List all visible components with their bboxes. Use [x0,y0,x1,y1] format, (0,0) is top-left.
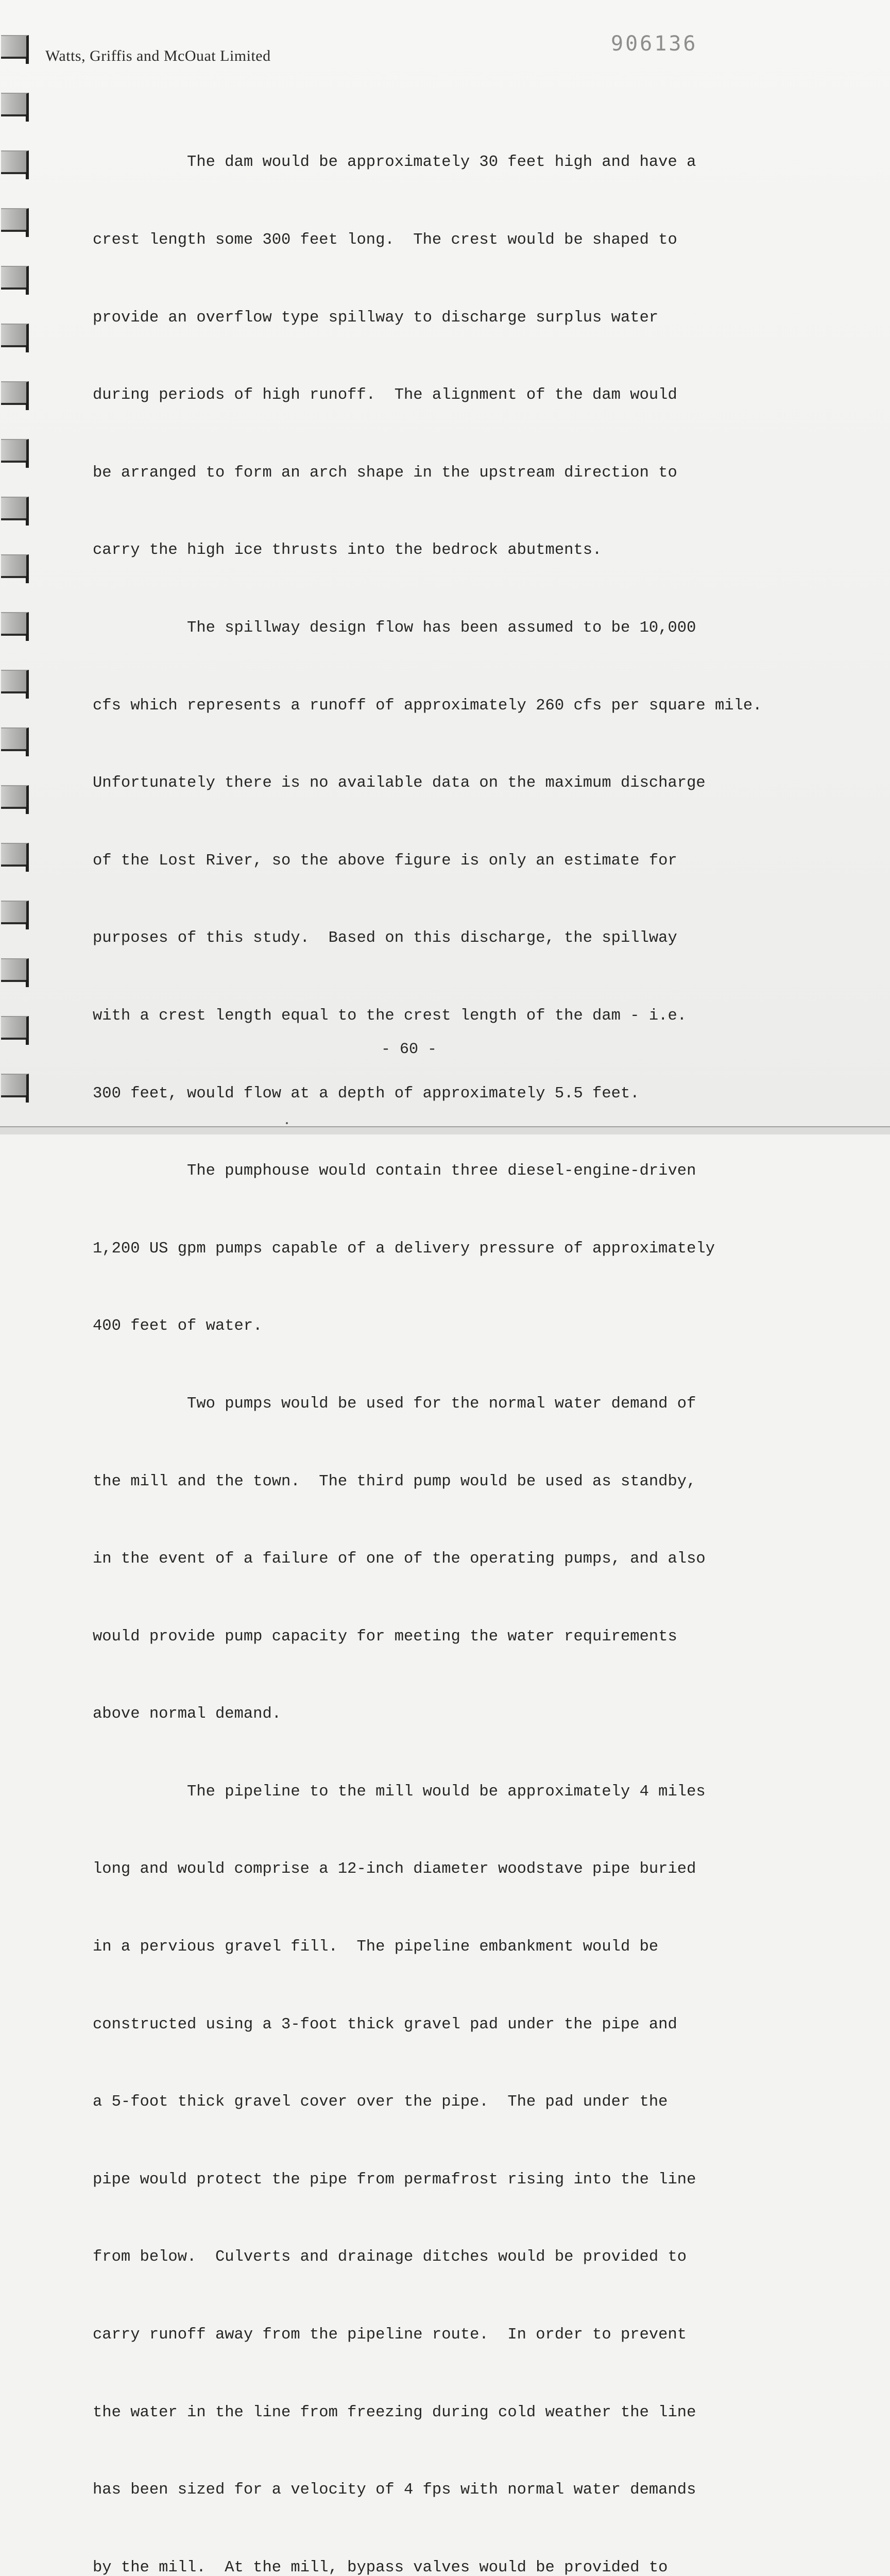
binding-ring [1,901,29,924]
binding-ring [1,324,29,347]
text-line: The pumphouse would contain three diesel-engine-driven [93,1162,696,1180]
text-line: purposes of this study. Based on this discharge, the spillway [93,929,677,947]
text-line: be arranged to form an arch shape in the upstream direction to [93,464,677,482]
binding-ring [1,381,29,405]
text-line: provide an overflow type spillway to discharge surplus water [93,309,659,327]
binding-ring [1,727,29,751]
text-line: of the Lost River, so the above figure is only an estimate for [93,852,677,870]
text-line: carry runoff away from the pipeline route. In order to prevent [93,2326,687,2344]
binding-ring [1,266,29,290]
text-line: 1,200 US gpm pumps capable of a delivery pressure of approximately [93,1240,715,1258]
company-header: Watts, Griffis and McOuat Limited [45,47,271,64]
text-line: The pipeline to the mill would be approximately 4 miles [93,1783,706,1801]
binding-ring [1,612,29,636]
text-line: 400 feet of water. [93,1317,263,1335]
text-line: Unfortunately there is no available data on the maximum discharge [93,774,706,792]
spiral-binding [0,0,31,1133]
text-line: long and would comprise a 12-inch diameter woodstave pipe buried [93,1860,696,1878]
text-line: crest length some 300 feet long. The crest would be shaped to [93,231,677,249]
text-line: in a pervious gravel fill. The pipeline embankment would be [93,1938,659,1956]
binding-ring [1,208,29,232]
binding-ring [1,670,29,693]
text-line: The spillway design flow has been assumed to be 10,000 [93,619,696,637]
text-line: The dam would be approximately 30 feet high and have a [93,154,696,172]
page-number: - 60 - [381,1041,437,1058]
binding-ring [1,843,29,867]
text-line: has been sized for a velocity of 4 fps with normal water demands [93,2481,696,2499]
body-text [93,98,834,2576]
text-line: in the event of a failure of one of the operating pumps, and also [93,1550,706,1568]
text-line: during periods of high runoff. The alignment of the dam would [93,386,677,404]
binding-ring [1,150,29,174]
scan-speck [286,1122,288,1124]
binding-ring [1,785,29,809]
binding-ring [1,93,29,116]
binding-ring [1,958,29,982]
binding-ring [1,1016,29,1040]
text-line: the water in the line from freezing during cold weather the line [93,2403,696,2421]
text-line: the mill and the town. The third pump would be used as standby, [93,1472,696,1490]
text-line: 300 feet, would flow at a depth of approximately 5.5 feet. [93,1084,640,1103]
binding-ring [1,1074,29,1097]
page-bottom-edge [0,1126,890,1134]
text-line: above normal demand. [93,1705,282,1723]
text-line: with a crest length equal to the crest length of the dam - i.e. [93,1007,687,1025]
text-line: would provide pump capacity for meeting the water requirements [93,1628,677,1646]
document-number: 906136 [611,32,698,56]
text-line: constructed using a 3-foot thick gravel pad under the pipe and [93,2015,677,2033]
text-line: by the mill. At the mill, bypass valves would be provided to [93,2558,668,2576]
text-line: cfs which represents a runoff of approximately 260 cfs per square mile. [93,697,762,715]
text-line: Two pumps would be used for the normal water demand of [93,1395,696,1413]
binding-ring [1,554,29,578]
text-line: from below. Culverts and drainage ditches would be provided to [93,2248,687,2266]
text-line: a 5-foot thick gravel cover over the pipe. The pad under the [93,2093,668,2111]
binding-ring [1,439,29,463]
binding-ring [1,497,29,520]
text-line: pipe would protect the pipe from permafrost rising into the line [93,2171,696,2189]
binding-ring [1,35,29,59]
text-line: carry the high ice thrusts into the bedrock abutments. [93,541,602,560]
